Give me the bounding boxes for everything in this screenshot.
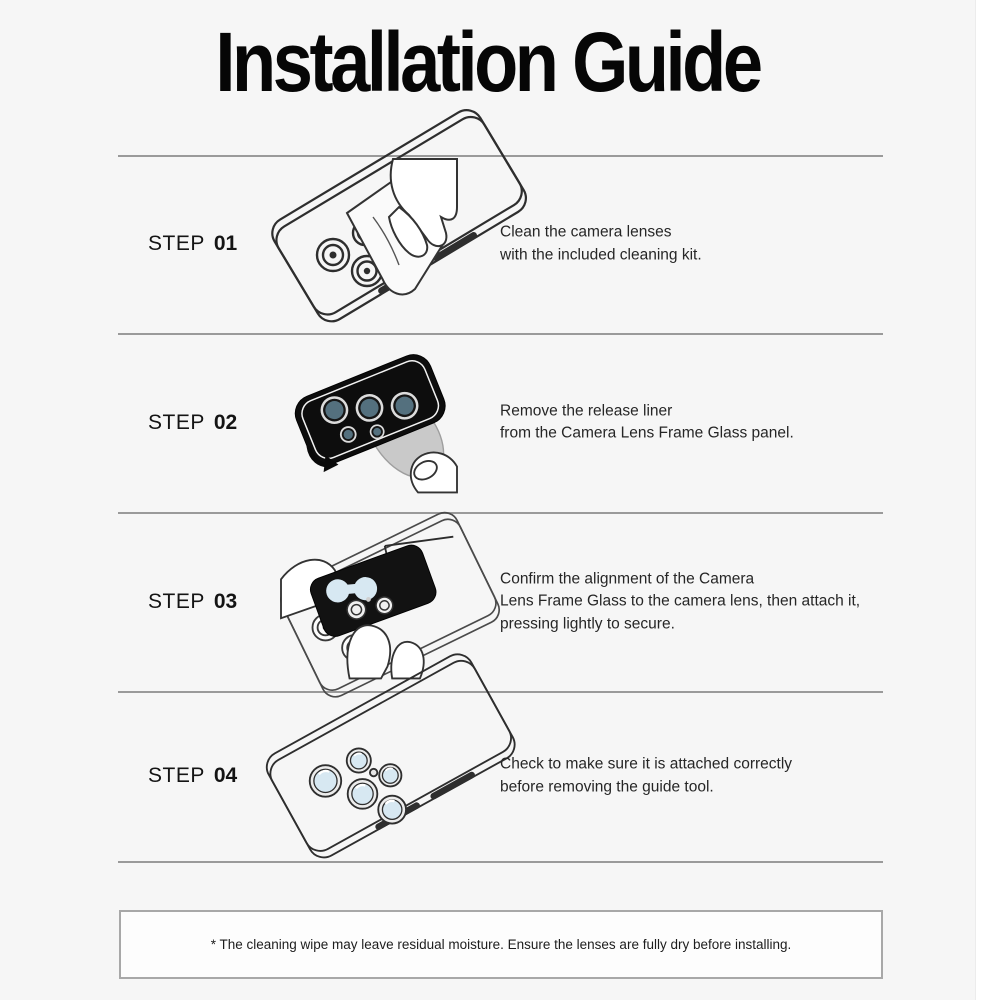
step-word: STEP [148, 589, 205, 613]
peel-liner-icon [281, 338, 457, 508]
step-3-illustration [281, 517, 457, 687]
step-4-description: Check to make sure it is attached correctly before removing the guide tool. [500, 755, 793, 795]
step-4-label [148, 764, 237, 788]
step-2-label [148, 411, 237, 435]
step-row-3 [0, 514, 975, 689]
flash-dot [370, 769, 377, 776]
hand [411, 452, 457, 492]
divider-line [118, 861, 883, 863]
step-word: STEP [148, 232, 205, 255]
step-row-1 [0, 157, 975, 331]
footnote-text: * The cleaning wipe may leave residual moisture. Ensure the lenses are fully dry before installing. [210, 937, 792, 952]
footnote-box [119, 910, 883, 979]
align-glass-icon [281, 517, 457, 687]
step-3-label [148, 590, 237, 614]
lens-ring [317, 239, 349, 271]
step-word: STEP [148, 764, 205, 787]
step-1-label [148, 232, 237, 256]
fingers [347, 625, 423, 678]
step-number: 02 [213, 410, 238, 434]
step-3-description: Confirm the alignment of the Camera Lens Frame Glass to the camera lens, then attach it, pressing lightly to secure. [500, 569, 861, 632]
right-margin-strip [975, 0, 1000, 1000]
step-2-illustration [281, 338, 457, 508]
page-title: Installation Guide [215, 15, 760, 109]
step-number: 03 [213, 589, 238, 613]
step-2-description: Remove the release liner from the Camera Lens Frame Glass panel. [500, 402, 794, 442]
covered-lenses [310, 748, 406, 823]
step-number: 04 [213, 764, 238, 787]
step-4-illustration [281, 701, 457, 871]
step-number: 01 [213, 232, 238, 255]
attached-glass-icon [281, 701, 457, 871]
step-row-2 [0, 335, 975, 510]
step-row-4 [0, 693, 975, 859]
hand [389, 159, 457, 257]
wipe-cleaning-icon [281, 159, 457, 329]
step-1-description: Clean the camera lenses with the included cleaning kit. [500, 223, 702, 263]
step-word: STEP [148, 410, 205, 434]
step-1-illustration [281, 159, 457, 329]
